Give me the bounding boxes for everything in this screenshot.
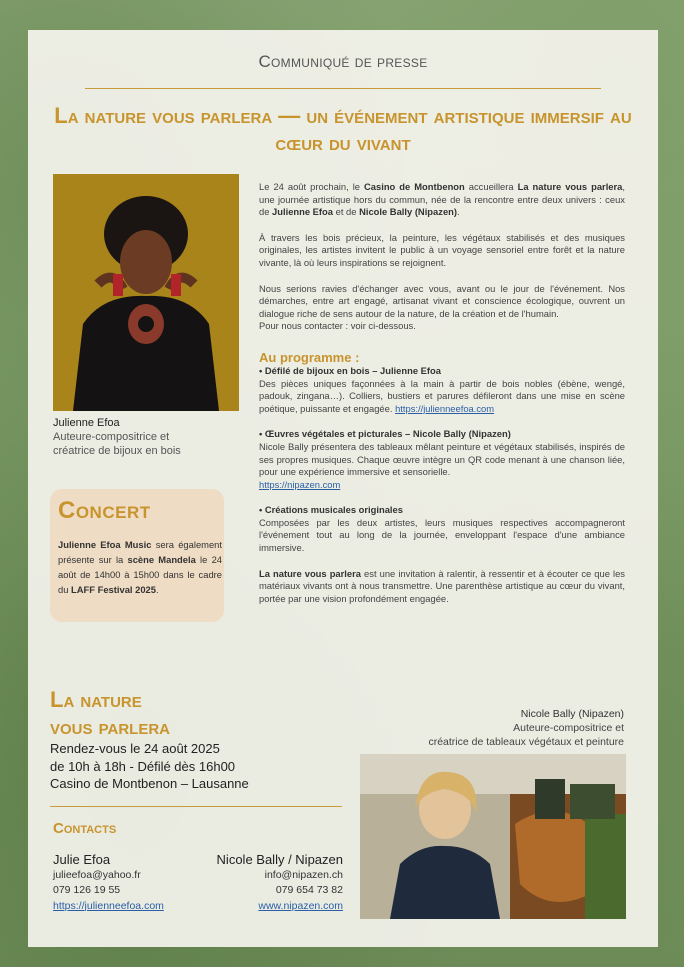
venue-name: Casino de Montbenon <box>364 181 465 192</box>
festival-name: LAFF Festival 2025 <box>71 584 156 595</box>
contact-note: Pour nous contacter : voir ci-dessous. <box>259 320 416 332</box>
contact-email[interactable]: julieefoa@yahoo.fr <box>53 868 141 881</box>
press-release-sheet <box>28 30 658 947</box>
concert-text-part: . <box>155 584 159 595</box>
contact-phone: 079 654 73 82 <box>275 884 343 896</box>
caption-name: Julienne Efoa <box>53 417 120 429</box>
programme-item-text: Des pièces uniques façonnées à la main à partir de bois nobles (ébène, wengé, padouk, zingana…). Colliers, bustiers et parures défileront dans une mise en scène poétique, puissante et engagée. <box>259 377 625 414</box>
caption-name: Nicole Bally (Nipazen) <box>520 708 624 720</box>
event-title-line: vous parlera <box>50 714 171 739</box>
caption-role: créatrice de bijoux en bois <box>53 445 181 457</box>
event-title <box>50 686 170 740</box>
julienne-efoa-caption <box>53 416 243 458</box>
contact-phone: 079 126 19 55 <box>53 884 121 896</box>
contact-julie <box>53 852 164 914</box>
julienne-efoa-photo <box>53 174 239 411</box>
main-body <box>259 181 625 618</box>
stage-name: scène Mandela <box>127 554 196 565</box>
artist-name: Nicole Bally (Nipazen) <box>359 206 458 218</box>
concert-text <box>58 537 222 597</box>
contact-name: Julie Efoa <box>53 852 111 867</box>
programme-item-text: Composées par les deux artistes, leurs musiques respectives accompagneront l'événement tout au long de la journée, enveloppant l'espace d'une ambiance immersive. <box>259 516 625 554</box>
programme-item-title: • Œuvres végétales et picturales – Nicole Bally (Nipazen) <box>259 428 511 440</box>
divider-mid <box>50 806 342 807</box>
event-hours: de 10h à 18h - Défilé dès 16h00 <box>50 758 236 774</box>
nicole-bally-caption <box>358 707 624 749</box>
contact-nicole <box>203 852 343 914</box>
intro-paragraph <box>259 181 625 219</box>
music-name: Julienne Efoa Music <box>58 539 152 550</box>
body-paragraph: À travers les bois précieux, la peinture, les végétaux stabilisés et des musiques originales, les artistes invitent le public à un voyage sensoriel entre forêt et la nature vivante, là où leurs inspirations se rejoignent. <box>259 231 625 268</box>
programme-item-text: Nicole Bally présentera des tableaux mêlant peinture et végétaux stabilisés, inspirés de ses propres musiques. Chaque œuvre intègre un QR code menant à une chanson liée, pour une expérience immersive et sensorielle. <box>259 440 625 478</box>
divider-top <box>85 88 601 89</box>
caption-role: Auteure-compositrice et <box>53 431 170 443</box>
event-location: Casino de Montbenon – Lausanne <box>50 776 249 791</box>
caption-role: Auteure-compositrice et <box>513 722 624 734</box>
closing-paragraph <box>259 568 625 606</box>
contact-website[interactable]: www.nipazen.com <box>258 899 343 912</box>
document-header: Communiqué de presse <box>258 52 428 71</box>
concert-text-part: le 24 août de 14h00 à 15h00 dans le cadre du <box>58 554 223 595</box>
intro-text: Le 24 août prochain, le <box>259 181 365 192</box>
julienne-website-link[interactable]: https://julienneefoa.com <box>395 402 495 414</box>
programme-item <box>259 365 625 415</box>
caption-role: créatrice de tableaux végétaux et peinture <box>428 736 624 748</box>
programme-heading: Au programme : <box>259 349 360 365</box>
programme-item-title: • Créations musicales originales <box>259 504 403 516</box>
page-title: La nature vous parlera — un événement artistique immersif au cœur du vivant <box>54 103 632 155</box>
programme-item <box>259 428 625 491</box>
intro-text: et de <box>333 206 360 218</box>
closing-text: est une invitation à ralentir, à ressentir et à écouter ce que les matériaux vivants ont à nous transmettre. Une parenthèse artistique au cœur du vivant, portée par une vision profondément engagée. <box>259 567 625 604</box>
programme-item-title: • Défilé de bijoux en bois – Julienne Efoa <box>259 364 441 376</box>
concert-text-part: sera également présente sur la <box>58 539 223 565</box>
event-name: La nature vous parlera <box>517 181 623 192</box>
event-details <box>50 740 249 793</box>
event-title-line: La nature <box>50 687 142 712</box>
artist-name: Julienne Efoa <box>272 206 333 218</box>
intro-text: . <box>457 206 460 218</box>
contact-name: Nicole Bally / Nipazen <box>216 852 343 867</box>
intro-text: accueillera <box>464 181 518 192</box>
programme-item <box>259 504 625 554</box>
contact-website[interactable]: https://julienneefoa.com <box>53 899 164 912</box>
contacts-heading: Contacts <box>53 820 117 837</box>
concert-heading: Concert <box>58 497 151 524</box>
contact-email[interactable]: info@nipazen.ch <box>264 868 343 881</box>
event-date: Rendez-vous le 24 août 2025 <box>50 741 220 756</box>
body-paragraph: Nous serions ravies d'échanger avec vous, avant ou le jour de l'événement. Nos démarches, entre art engagé, artisanat vivant et conscience écologique, ouvrent un dialogue riche de sens autour de la nature, de la création et de l'humain. <box>259 282 625 319</box>
event-name: La nature vous parlera <box>259 567 361 579</box>
concert-box <box>50 489 224 622</box>
intro-text: , une journée artistique hors du commun, née de la rencontre entre deux univers : ceux de <box>259 181 625 218</box>
nicole-bally-photo <box>360 754 626 919</box>
nipazen-website-link[interactable]: https://nipazen.com <box>259 478 341 490</box>
